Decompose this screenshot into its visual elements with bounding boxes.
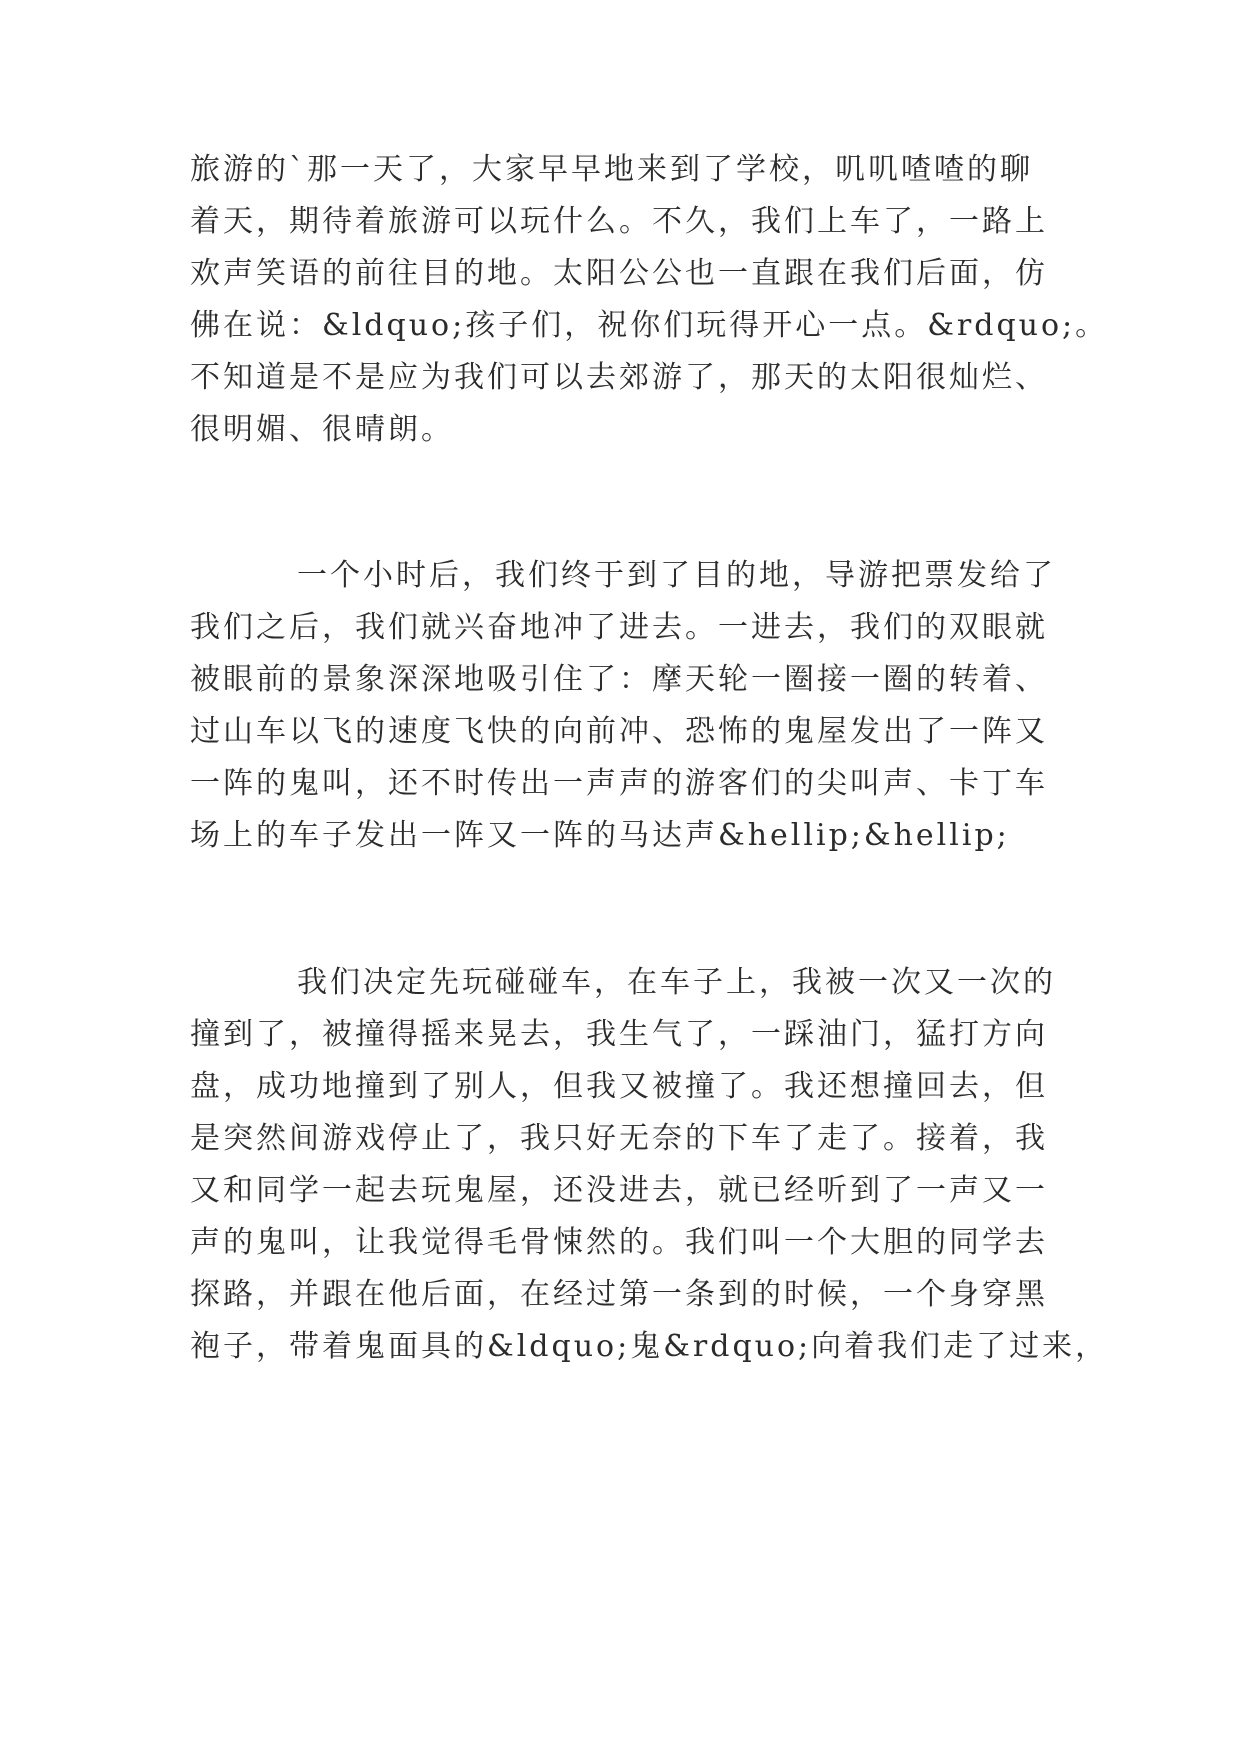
paragraph-3-line-5: 又和同学一起去玩鬼屋，还没进去，就已经听到了一声又一 [190,1173,1048,1208]
paragraph-1-line-3: 欢声笑语的前往目的地。太阳公公也一直跟在我们后面，仿 [190,256,1048,291]
paragraph-3-line-8: 袍子，带着鬼面具的&ldquo;鬼&rdquo;向着我们走了过来， [190,1329,1109,1364]
paragraph-3-line-3: 盘，成功地撞到了别人，但我又被撞了。我还想撞回去，但 [190,1069,1048,1104]
paragraph-1-line-4: 佛在说：&ldquo;孩子们，祝你们玩得开心一点。&rdquo;。 [190,308,1109,343]
paragraph-1-line-1: 旅游的`那一天了，大家早早地来到了学校，叽叽喳喳的聊 [190,152,1033,187]
paragraph-2-line-3: 被眼前的景象深深地吸引住了：摩天轮一圈接一圈的转着、 [190,662,1048,697]
paragraph-3-line-6: 声的鬼叫，让我觉得毛骨悚然的。我们叫一个大胆的同学去 [190,1225,1048,1260]
paragraph-3-line-7: 探路，并跟在他后面，在经过第一条到的时候，一个身穿黑 [190,1277,1048,1312]
paragraph-1-line-5: 不知道是不是应为我们可以去郊游了，那天的太阳很灿烂、 [190,360,1048,395]
paragraph-2-line-4: 过山车以飞的速度飞快的向前冲、恐怖的鬼屋发出了一阵又 [190,714,1048,749]
paragraph-3-line-2: 撞到了，被撞得摇来晃去，我生气了，一踩油门，猛打方向 [190,1017,1048,1052]
paragraph-2-line-2: 我们之后，我们就兴奋地冲了进去。一进去，我们的双眼就 [190,610,1048,645]
paragraph-3-line-1: 我们决定先玩碰碰车，在车子上，我被一次又一次的 [297,965,1056,1000]
paragraph-2-line-1: 一个小时后，我们终于到了目的地，导游把票发给了 [297,558,1056,593]
paragraph-1-line-2: 着天，期待着旅游可以玩什么。不久，我们上车了，一路上 [190,204,1048,239]
paragraph-2-line-6: 场上的车子发出一阵又一阵的马达声&hellip;&hellip; [190,818,1010,853]
paragraph-2-line-5: 一阵的鬼叫，还不时传出一声声的游客们的尖叫声、卡丁车 [190,766,1048,801]
paragraph-3-line-4: 是突然间游戏停止了，我只好无奈的下车了走了。接着，我 [190,1121,1048,1156]
paragraph-1-line-6: 很明媚、很晴朗。 [190,412,454,447]
